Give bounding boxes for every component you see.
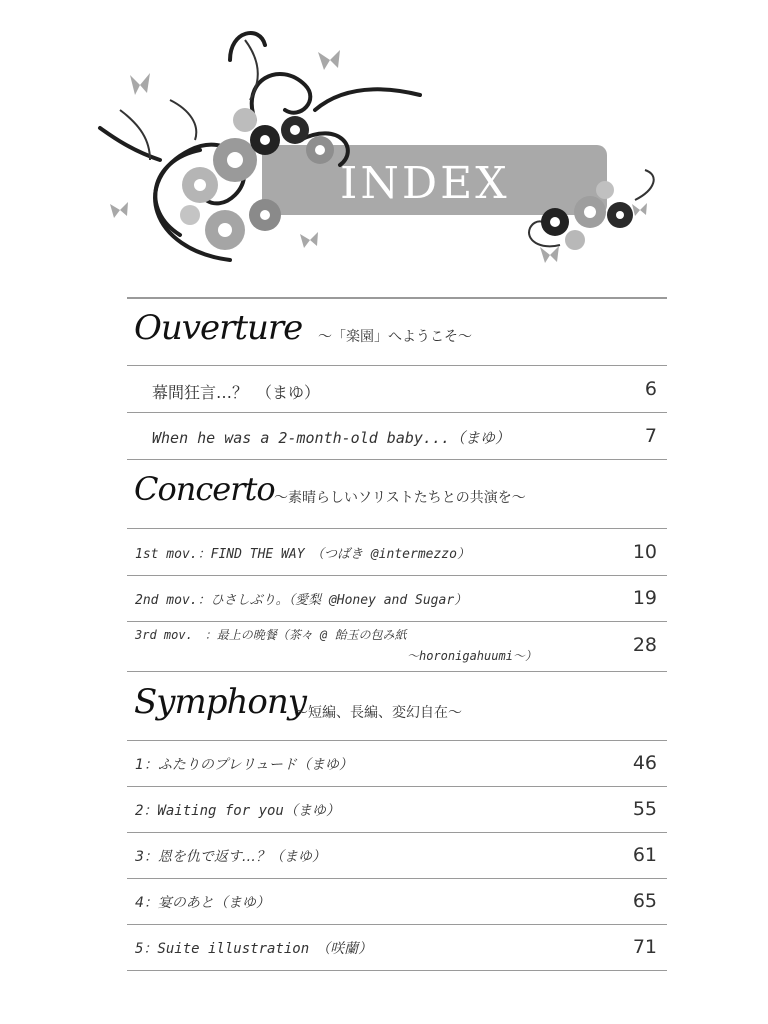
divider bbox=[127, 671, 667, 672]
entry-title-continued: 〜horonigahuumi〜） bbox=[407, 649, 537, 663]
entry-page-number: 7 bbox=[644, 425, 657, 447]
entry-page-number: 19 bbox=[632, 587, 657, 609]
entry-title: 5：Suite illustration （咲蘭） bbox=[135, 941, 373, 957]
entry-page-number: 28 bbox=[632, 634, 657, 656]
index-banner bbox=[0, 0, 768, 290]
section-subtitle: 〜「楽園」へようこそ〜 bbox=[318, 329, 472, 345]
toc-entry[interactable] bbox=[127, 833, 667, 878]
entry-page-number: 61 bbox=[632, 844, 657, 866]
section-title-ouverture: Ouverture bbox=[134, 308, 303, 348]
entry-page-number: 55 bbox=[632, 798, 657, 820]
entry-page-number: 46 bbox=[632, 752, 657, 774]
divider bbox=[127, 459, 667, 460]
section-title-concerto: Concerto bbox=[134, 470, 275, 508]
toc-entry[interactable] bbox=[127, 879, 667, 924]
entry-title: 3rd mov. ：最上の晩餐（茶々 @ 飴玉の包み紙 bbox=[135, 628, 407, 642]
toc-entry[interactable] bbox=[127, 787, 667, 832]
toc-entry[interactable] bbox=[127, 741, 667, 786]
section-title-symphony: Symphony bbox=[134, 682, 306, 722]
entry-page-number: 65 bbox=[632, 890, 657, 912]
entry-title: 幕間狂言…？ （まゆ） bbox=[152, 383, 321, 402]
entry-title: When he was a 2-month-old baby...（まゆ） bbox=[152, 429, 511, 447]
divider bbox=[127, 970, 667, 971]
entry-title: 3：恩を仇で返す…？（まゆ） bbox=[135, 849, 326, 865]
divider bbox=[127, 297, 667, 299]
index-title: INDEX bbox=[340, 158, 510, 209]
toc-entry[interactable] bbox=[127, 576, 667, 621]
entry-page-number: 10 bbox=[632, 541, 657, 563]
entry-page-number: 6 bbox=[644, 378, 657, 400]
entry-title: 1st mov.：FIND THE WAY （つばき @intermezzo） bbox=[135, 547, 470, 562]
entry-title: 4：宴のあと（まゆ） bbox=[135, 895, 270, 911]
entry-title: 2nd mov.：ひさしぶり。（愛梨 @Honey and Sugar） bbox=[135, 593, 468, 608]
toc-entry[interactable] bbox=[127, 366, 667, 412]
section-subtitle: 〜素晴らしいソリストたちとの共演を〜 bbox=[274, 490, 526, 506]
toc-entry[interactable] bbox=[127, 413, 667, 459]
entry-title: 1：ふたりのプレリュード（まゆ） bbox=[135, 757, 353, 773]
entry-page-number: 71 bbox=[632, 936, 657, 958]
entry-title: 2：Waiting for you（まゆ） bbox=[135, 803, 340, 819]
toc-entry[interactable] bbox=[127, 925, 667, 970]
toc-entry[interactable] bbox=[127, 622, 667, 671]
section-subtitle: 〜短編、長編、変幻自在〜 bbox=[294, 705, 462, 721]
toc-entry[interactable] bbox=[127, 529, 667, 575]
